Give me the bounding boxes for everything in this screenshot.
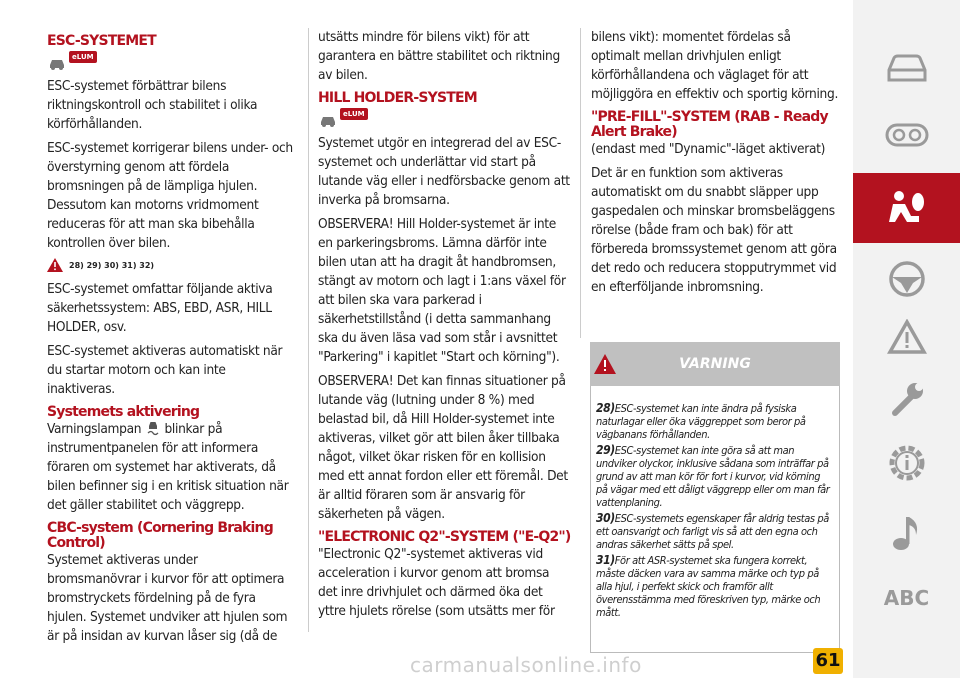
elum-badge: eLUM (69, 51, 97, 63)
sidebar-item-maintenance[interactable] (853, 364, 960, 434)
warning-triangle-icon (887, 319, 927, 355)
warning-triangle-icon (47, 258, 63, 272)
heading-esc: ESC-SYSTEMET (47, 33, 156, 49)
dashboard-icon (884, 120, 930, 150)
sidebar-item-car[interactable] (853, 34, 960, 104)
sidebar-item-multimedia[interactable] (853, 498, 960, 568)
steering-wheel-icon (887, 259, 927, 299)
watermark: carmanualsonline.info (410, 653, 642, 677)
warning-item: 28)ESC-systemet kan inte ändra på fysiska naturlagar eller öka väggreppet som beror på vägbanans förhållanden. (596, 401, 806, 441)
warning-item: 31)För att ASR-systemet ska fungera korrekt, måste däcken vara av samma märke och typ på alla hjul, i perfekt skick och framför allt överensstämma med föreskriven typ, märke och mått. (596, 553, 821, 619)
sidebar-item-safety[interactable] (853, 173, 960, 243)
warning-box (590, 342, 840, 638)
column-divider-2 (580, 28, 581, 338)
heading-activation: Systemets aktivering (47, 404, 200, 420)
elum-badge-row-2 (318, 108, 571, 128)
gear-info-icon (886, 442, 928, 484)
car-skid-icon (318, 110, 338, 130)
sidebar-item-dashboard[interactable] (853, 100, 960, 170)
elum-badge-row (47, 51, 295, 71)
column-2 (318, 28, 571, 626)
warning-title: VARNING (679, 356, 751, 372)
car-icon (884, 52, 930, 86)
col3-paragraph-1: bilens vikt): momentet fördelas så optimalt mellan drivhjulen enligt körförhållandena och väglaget för att möjliggöra en effektiv och sportig körning. (591, 29, 839, 102)
esc-paragraph-4: ESC-systemet aktiveras automatiskt när du startar motorn och kan inte inaktiveras. (47, 343, 283, 397)
heading-hill-holder: HILL HOLDER-SYSTEM (318, 90, 477, 106)
column-divider-1 (308, 28, 309, 632)
warning-header (590, 342, 840, 386)
wrench-icon (887, 379, 927, 419)
warning-item: 30)ESC-systemets egenskaper får aldrig testas på ett oansvarigt och farligt vis så att den egna och andras säkerhet sätts på spel. (596, 511, 829, 551)
sidebar-item-index[interactable] (853, 563, 960, 633)
heading-cbc: CBC-system (Cornering Braking Control) (47, 520, 273, 551)
activation-paragraph (47, 420, 295, 515)
car-skid-icon (47, 53, 67, 73)
index-abc-label: ABC (883, 586, 930, 610)
prefill-paragraph: Det är en funktion som aktiveras automatiskt om du snabbt släpper upp gaspedalen och minskar bromsbeläggens rörelse (både fram och bak) för att förbereda bromssystemet genom att göra det redo och reducera stopputrymmet vid en efterföljande inbromsning. (591, 165, 837, 295)
esc-warning-lamp-icon (145, 420, 161, 436)
sidebar-item-emergency[interactable] (853, 302, 960, 372)
airbag-person-icon (885, 188, 929, 228)
column-3 (591, 28, 841, 302)
cbc-paragraph: Systemet aktiveras under bromsmanövrar i kurvor för att optimera bromstryckets fördelning på de fyra hjulen. Systemet undviker att hjulen som är på insidan av kurvan låser sig (då de (47, 552, 288, 644)
warning-body (590, 386, 840, 653)
warning-item: 29)ESC-systemet kan inte göra så att man undviker olyckor, inklusive sådana som inträffar på grund av att man kör för fort i kurvor, vid körning på vägar med ett dåligt väggrepp eller om man får vattenplaning. (596, 443, 830, 509)
sidebar-item-technical-data[interactable] (853, 428, 960, 498)
chapter-sidebar (853, 0, 960, 678)
esc-paragraph-3: ESC-systemet omfattar följande aktiva säkerhetssystem: ABS, EBD, ASR, HILL HOLDER, osv. (47, 281, 273, 335)
prefill-mode-note: (endast med "Dynamic"-läget aktiverat) (591, 141, 826, 157)
music-note-icon (890, 513, 924, 553)
warning-reference (47, 258, 295, 272)
warning-refs: 28) 29) 30) 31) 32) (69, 260, 155, 270)
page-number: 61 (813, 648, 843, 674)
eq2-paragraph: "Electronic Q2"-systemet aktiveras vid acceleration i kurvor genom att bromsa det inre drivhjulet och därmed öka det yttre hjulets rörelse (som utsätts mer för (318, 546, 555, 619)
hill-paragraph-1: Systemet utgör en integrerad del av ESC-systemet och underlättar vid start på lutande väg eller i nedförsbacke genom att inverka på bromsarna. (318, 135, 570, 208)
elum-badge: eLUM (340, 108, 368, 120)
esc-paragraph-2: ESC-systemet korrigerar bilens under- och överstyrning genom att fördela bromsningen på de lämpliga hjulen. Dessutom kan motorns vridmoment reduceras för att man ska bibehålla kontrollen över bilen. (47, 140, 293, 251)
activation-text-a: Varningslampan (47, 421, 142, 437)
activation-text-b: blinkar på instrumentpanelen för att informera föraren om systemet har aktiverats, då bilen befinner sig i en kritisk situation när det gäller stabilitet och väggrepp. (47, 421, 289, 513)
column-1 (47, 28, 295, 651)
heading-eq2: "ELECTRONIC Q2"-SYSTEM ("E-Q2") (318, 529, 571, 545)
hill-paragraph-3: OBSERVERA! Det kan finnas situationer på lutande väg (lutning under 8 %) med belastad bil, då Hill Holder-systemet inte aktiveras, vilket gör att bilen åker tillbaka något, vilket ökar risken för en kollision med ett annat fordon eller ett föremål. Det är alltid föraren som är ansvarig för säkerheten på vägen. (318, 373, 568, 522)
heading-prefill: "PRE-FILL"-SYSTEM (RAB - Ready Alert Brake) (591, 109, 828, 140)
col2-paragraph-1: utsätts mindre för bilens vikt) för att garantera en bättre stabilitet och riktning av bilen. (318, 29, 560, 83)
esc-paragraph-1: ESC-systemet förbättrar bilens riktningskontroll och stabilitet i olika körförhållanden. (47, 78, 258, 132)
hill-paragraph-2: OBSERVERA! Hill Holder-systemet är inte en parkeringsbroms. Lämna därför inte bilen utan att ha dragit åt handbromsen, stängt av motorn och lagt i 1:ans växel för att bilen ska vara parkerad i säkerhetstillstånd (i detta sammanhang ska du även läsa vad som står i avsnittet "Parkering" i kapitlet "Start och körning"). (318, 216, 566, 365)
